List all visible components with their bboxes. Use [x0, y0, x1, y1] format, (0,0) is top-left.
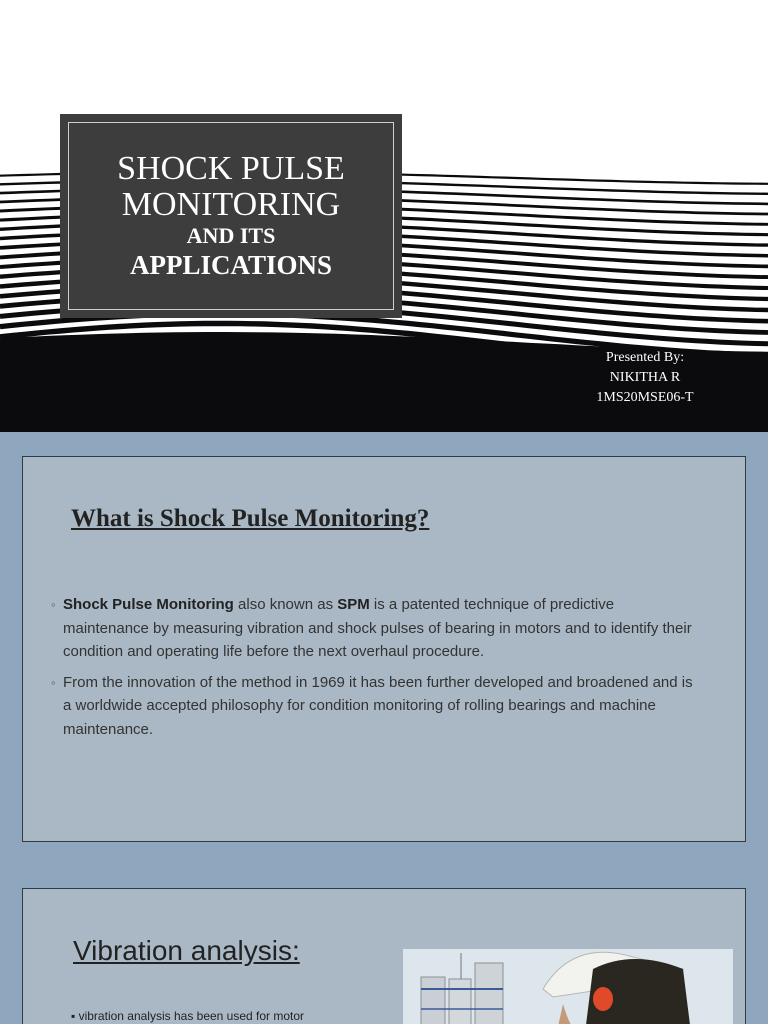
presenter-id: 1MS20MSE06-T — [596, 390, 694, 405]
title-line-2: MONITORING — [121, 186, 341, 223]
slide-heading: What is Shock Pulse Monitoring? — [71, 505, 430, 532]
presented-by-label: Presented By: — [605, 350, 685, 365]
title-line-4: APPLICATIONS — [129, 250, 333, 280]
content-slide-vibration — [0, 866, 768, 1024]
content-card — [22, 456, 746, 842]
bold-term: SPM — [337, 596, 370, 613]
bullet-marker-icon: ▪ — [71, 1009, 79, 1023]
presenter-block — [560, 348, 730, 408]
bullet-text: is a patented technique of predictive maintenance by measuring vibration and shock pulses of bearing in motors and to identify their condition and operating life before the next overhaul procedure. — [63, 596, 692, 660]
title-line-1: SHOCK PULSE — [117, 150, 345, 187]
bullet-text: vibration analysis has been used for motor — [78, 1009, 305, 1023]
title-line-3: AND ITS — [186, 223, 276, 248]
slide-heading: Vibration analysis: — [73, 935, 300, 966]
bullet-text: From the innovation of the method in 1969 it has been further developed and broadened and is a worldwide accepted philosophy for condition monitoring of rolling bearings and machine maintenance. — [63, 673, 693, 738]
bullet-list — [53, 593, 693, 748]
title-box — [60, 114, 402, 318]
content-card — [22, 888, 746, 1024]
bullet-text: also known as — [233, 596, 338, 613]
bullet-item — [53, 593, 693, 664]
bullet-marker-icon: ◦ — [51, 597, 56, 612]
bold-term: Shock Pulse Monitoring — [63, 596, 234, 613]
presenter-name: NIKITHA R — [609, 370, 681, 385]
bullet-marker-icon: ◦ — [51, 674, 56, 690]
bullet-item — [71, 1009, 304, 1023]
bullet-item — [53, 671, 693, 742]
title-slide — [0, 0, 768, 432]
content-slide-spm — [0, 434, 768, 864]
worker-silo-photo — [403, 949, 733, 1024]
title-frame — [68, 122, 394, 310]
